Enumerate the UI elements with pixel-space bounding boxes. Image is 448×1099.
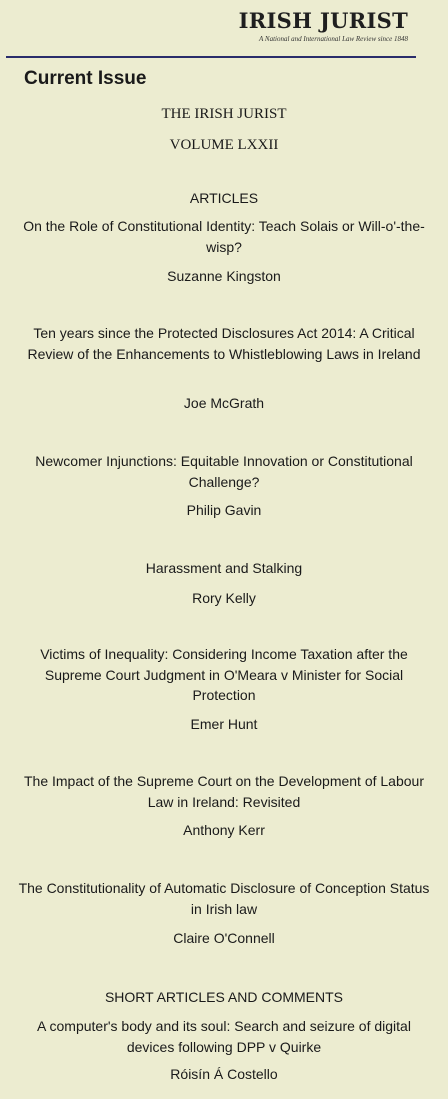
article-author: Emer Hunt	[190, 716, 258, 732]
article-author: Joe McGrath	[183, 395, 265, 411]
article-title[interactable]: Newcomer Injunctions: Equitable Innovation or Constitutional Challenge?	[35, 453, 413, 490]
articles-heading: ARTICLES	[189, 190, 259, 206]
article-author: Rory Kelly	[192, 590, 256, 606]
site-header	[0, 0, 448, 60]
header-divider	[6, 56, 416, 58]
article-author: Claire O'Connell	[173, 930, 275, 946]
article-author: Anthony Kerr	[183, 822, 265, 838]
article-title[interactable]: Harassment and Stalking	[145, 560, 303, 576]
page-title: Current Issue	[24, 68, 147, 89]
article-author: Suzanne Kingston	[167, 268, 281, 284]
article-title[interactable]: Victims of Inequality: Considering Income Taxation after the Supreme Court Judgment in O'Meara v Minister for Social Protection	[40, 646, 408, 703]
article-title[interactable]: The Constitutionality of Automatic Disclosure of Conception Status in Irish law	[18, 880, 430, 917]
site-tagline: A National and International Law Review since 1848	[259, 35, 408, 43]
article-title[interactable]: On the Role of Constitutional Identity: Teach Solais or Will-o'-the-wisp?	[23, 218, 425, 255]
article-title[interactable]: Ten years since the Protected Disclosures Act 2014: A Critical Review of the Enhancements to Whistleblowing Laws in Ireland	[27, 325, 421, 362]
article-author: Philip Gavin	[186, 502, 262, 518]
site-logo[interactable]: IRISH JURIST	[238, 8, 408, 33]
short-article-title[interactable]: A computer's body and its soul: Search and seizure of digital devices following DPP v Quirke	[37, 1018, 411, 1055]
journal-volume: VOLUME LXXII	[169, 137, 279, 153]
journal-name: THE IRISH JURIST	[161, 106, 287, 122]
article-title[interactable]: The Impact of the Supreme Court on the Development of Labour Law in Ireland: Revisited	[23, 773, 424, 810]
short-article-author: Róisín Á Costello	[170, 1066, 278, 1082]
short-articles-heading: SHORT ARTICLES AND COMMENTS	[104, 989, 344, 1005]
